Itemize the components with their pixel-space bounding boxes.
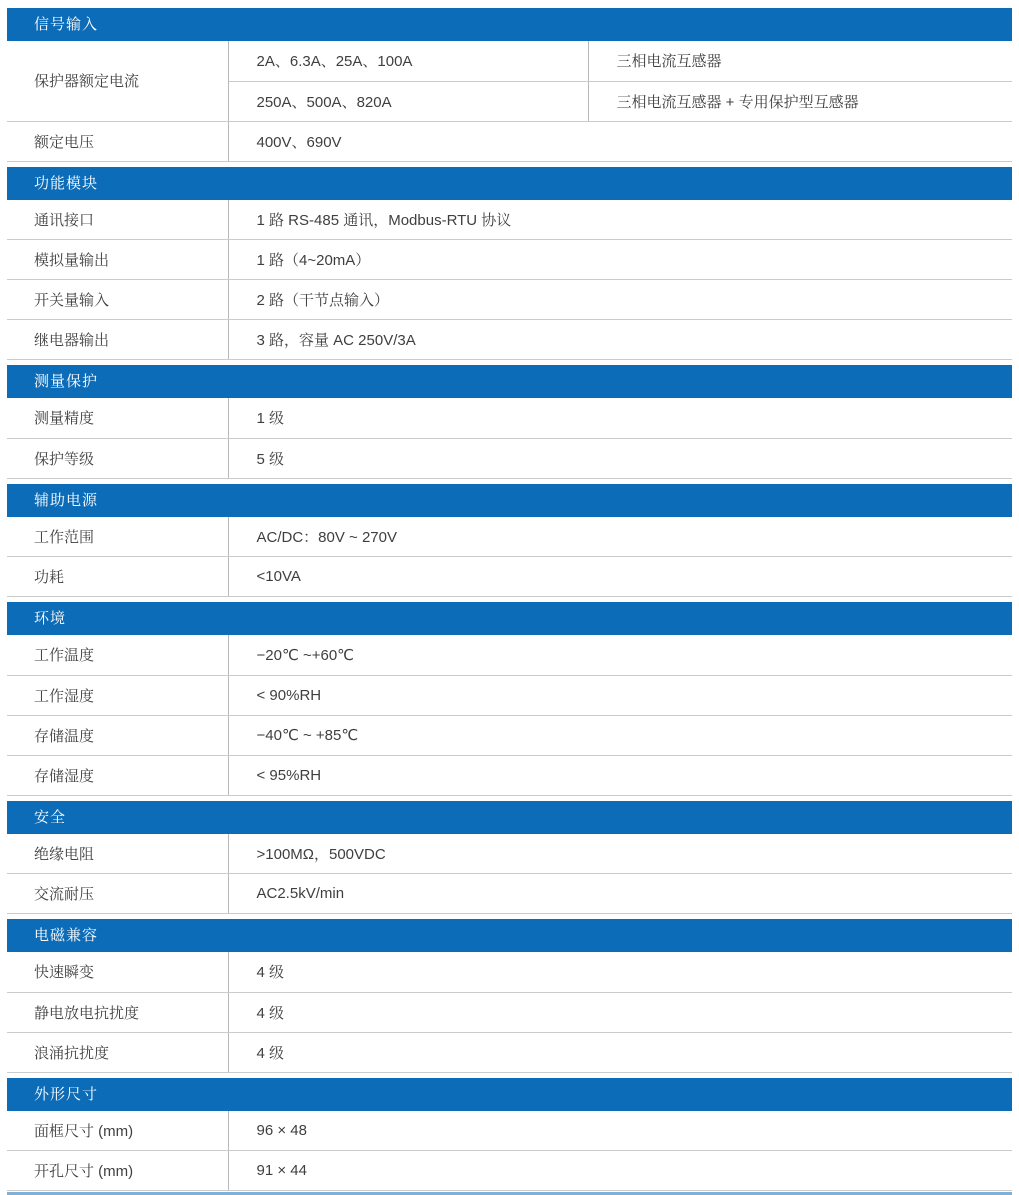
spec-row: [7, 280, 1012, 320]
spec-row: [7, 517, 1012, 557]
spec-table: [7, 398, 1012, 479]
spec-value-cell: 400V、690V: [228, 121, 1012, 161]
spec-row: [7, 675, 1012, 715]
spec-value-cell: 4 级: [228, 1032, 1012, 1072]
spec-label-cell: 存储湿度: [7, 755, 228, 795]
spec-value-cell: 2 路（干节点输入）: [228, 280, 1012, 320]
section-header: [7, 484, 1012, 517]
spec-section: [7, 484, 1012, 598]
spec-value-cell: 4 级: [228, 952, 1012, 992]
spec-row: [7, 200, 1012, 240]
section-title: 测量保护: [34, 373, 99, 390]
spec-label-cell: 功耗: [7, 557, 228, 597]
spec-value-cell: 96 × 48: [228, 1111, 1012, 1151]
spec-label-cell: 开关量输入: [7, 280, 228, 320]
spec-label-cell: 通讯接口: [7, 200, 228, 240]
spec-section: [7, 1078, 1012, 1192]
section-header: [7, 919, 1012, 952]
spec-value-cell: < 90%RH: [228, 675, 1012, 715]
spec-row: [7, 1151, 1012, 1191]
spec-value-cell: AC2.5kV/min: [228, 874, 1012, 914]
spec-value-cell: <10VA: [228, 557, 1012, 597]
spec-row: [7, 41, 1012, 81]
spec-label-cell: 存储温度: [7, 715, 228, 755]
spec-section: [7, 8, 1012, 162]
spec-value-cell: −40℃ ~ +85℃: [228, 715, 1012, 755]
spec-value-cell: 2A、6.3A、25A、100A: [228, 41, 588, 81]
section-title: 辅助电源: [34, 491, 99, 509]
section-header: [7, 1078, 1012, 1111]
spec-row: [7, 834, 1012, 874]
spec-table: [7, 635, 1012, 796]
spec-label-cell: 交流耐压: [7, 874, 228, 914]
spec-value-cell: 91 × 44: [228, 1151, 1012, 1191]
section-title: 外形尺寸: [34, 1085, 99, 1103]
spec-label-cell: 工作温度: [7, 635, 228, 675]
spec-table: [7, 952, 1012, 1073]
spec-value-cell: 1 路 RS-485 通讯，Modbus-RTU 协议: [228, 200, 1012, 240]
spec-value-cell: >100MΩ，500VDC: [228, 834, 1012, 874]
spec-label-cell: 开孔尺寸 (mm): [7, 1151, 228, 1191]
spec-section: [7, 919, 1012, 1073]
spec-value-cell: 3 路，容量 AC 250V/3A: [228, 320, 1012, 360]
spec-section: [7, 801, 1012, 915]
spec-value-cell: 1 级: [228, 398, 1012, 438]
section-title: 环境: [34, 610, 67, 627]
spec-row: [7, 755, 1012, 795]
spec-table: [7, 41, 1012, 162]
spec-label-cell: 模拟量输出: [7, 240, 228, 280]
spec-label-cell: 工作湿度: [7, 675, 228, 715]
section-header: [7, 167, 1012, 200]
spec-row: [7, 635, 1012, 675]
spec-value-cell: 250A、500A、820A: [228, 81, 588, 121]
spec-value-cell: 5 级: [228, 438, 1012, 478]
spec-value-cell: 1 路（4~20mA）: [228, 240, 1012, 280]
section-header: [7, 801, 1012, 834]
spec-value-cell: 三相电流互感器: [588, 41, 1012, 81]
spec-label-cell: 测量精度: [7, 398, 228, 438]
spec-section: [7, 365, 1012, 479]
spec-label-cell: 工作范围: [7, 517, 228, 557]
spec-value-cell: −20℃ ~+60℃: [228, 635, 1012, 675]
section-title: 电磁兼容: [34, 927, 99, 944]
spec-label-cell: 浪涌抗扰度: [7, 1032, 228, 1072]
spec-value-cell: 三相电流互感器 + 专用保护型互感器: [588, 81, 1012, 121]
spec-row: [7, 874, 1012, 914]
spec-row: [7, 715, 1012, 755]
section-header: [7, 365, 1012, 398]
spec-row: [7, 438, 1012, 478]
spec-label-cell: 面框尺寸 (mm): [7, 1111, 228, 1151]
spec-label-cell: 保护等级: [7, 438, 228, 478]
spec-table: [7, 1111, 1012, 1192]
section-title: 信号输入: [34, 16, 99, 33]
section-title: 功能模块: [34, 174, 99, 192]
spec-label-cell: 快速瞬变: [7, 952, 228, 992]
spec-section: [7, 602, 1012, 796]
spec-label-cell: 绝缘电阻: [7, 834, 228, 874]
spec-label-cell: 额定电压: [7, 121, 228, 161]
spec-table: [7, 517, 1012, 598]
spec-value-cell: 4 级: [228, 992, 1012, 1032]
spec-label-cell: 静电放电抗扰度: [7, 992, 228, 1032]
section-title: 安全: [34, 808, 67, 826]
spec-table: [7, 834, 1012, 915]
spec-row: [7, 320, 1012, 360]
spec-label-cell: 继电器输出: [7, 320, 228, 360]
spec-row: [7, 992, 1012, 1032]
spec-row: [7, 121, 1012, 161]
spec-row: [7, 952, 1012, 992]
section-header: [7, 602, 1012, 635]
spec-row: [7, 557, 1012, 597]
spec-row: [7, 398, 1012, 438]
spec-row: [7, 1111, 1012, 1151]
spec-section: [7, 167, 1012, 361]
spec-value-cell: < 95%RH: [228, 755, 1012, 795]
spec-label-cell: 保护器额定电流: [7, 41, 228, 121]
spec-row: [7, 240, 1012, 280]
section-header: [7, 8, 1012, 41]
spec-value-cell: AC/DC：80V ~ 270V: [228, 517, 1012, 557]
spec-row: [7, 1032, 1012, 1072]
spec-table: [7, 200, 1012, 361]
